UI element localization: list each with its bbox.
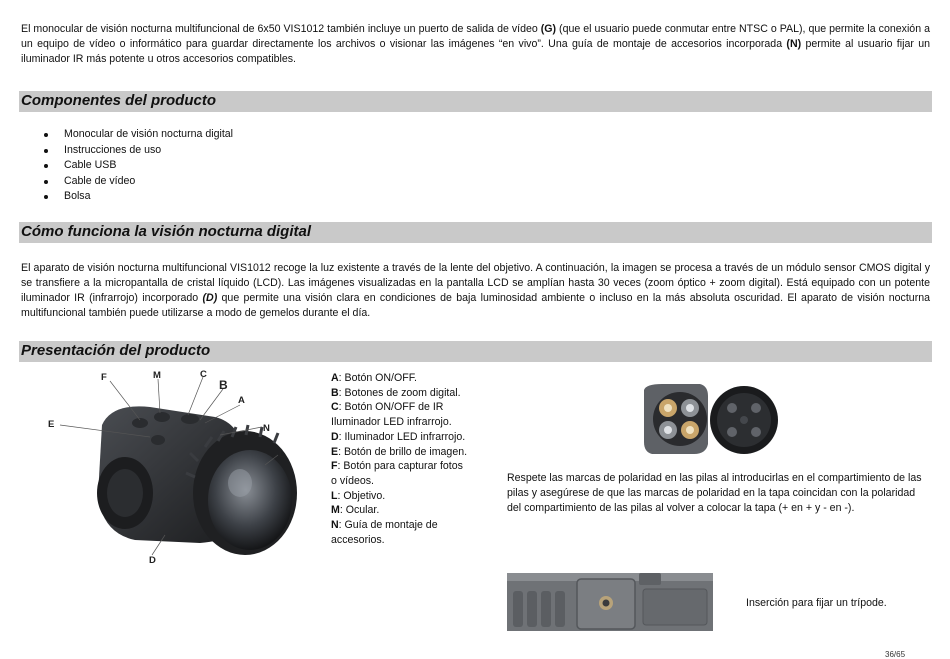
list-item: [44, 174, 233, 190]
callout-n: N: [263, 423, 270, 434]
legend-key: M: [331, 504, 340, 517]
callout-b: B: [219, 378, 228, 392]
callout-d: D: [149, 555, 156, 566]
callout-l: L: [279, 449, 285, 460]
components-heading-text: Componentes del producto: [21, 92, 216, 109]
list-item-label: Bolsa: [64, 190, 91, 202]
tripod-caption: Inserción para fijar un trípode.: [746, 597, 887, 609]
legend-key: C: [331, 401, 339, 414]
intro-text-2: (que el usuario puede conmutar entre NTSC o PAL), que permite la conexión a un equipo de vídeo o informático para guardar directamente los archivos o visionar las imágenes “en vivo”. Una guía de montaje de accesorios incorporada: [21, 23, 930, 50]
bullet-icon: [44, 133, 48, 137]
list-item-label: Cable de vídeo: [64, 174, 136, 187]
legend-text: : Objetivo.: [337, 489, 386, 502]
legend-key: F: [331, 460, 338, 473]
monocular-illustration: [40, 365, 310, 575]
presentation-heading-text: Presentación del producto: [21, 342, 211, 359]
page-number: 36/65: [885, 650, 906, 659]
intro-text-1: El monocular de visión nocturna multifuncional de 6x50 VIS1012 también incluye un puerto de salida de vídeo: [21, 23, 541, 35]
intro-ref-n: (N): [786, 38, 802, 50]
callout-f: F: [101, 372, 107, 383]
legend-text: : Botón ON/OFF de IR Iluminador LED infrarrojo.: [331, 401, 452, 429]
legend-key: E: [331, 445, 339, 458]
how-paragraph: [21, 261, 930, 321]
intro-text-3: permite al usuario fijar un iluminador IR más potente u otros accesorios compatibles.: [21, 38, 930, 65]
legend-text: : Botón ON/OFF.: [338, 372, 417, 384]
bullet-icon: [44, 180, 48, 184]
legend-text: : Botón para capturar fotos o vídeos.: [331, 460, 463, 487]
list-item: [44, 158, 233, 174]
list-item-label: Instrucciones de uso: [64, 143, 162, 156]
intro-ref-g: (G): [540, 23, 557, 35]
callout-m: M: [153, 370, 161, 381]
legend-text: : Ocular.: [339, 504, 380, 517]
callout-e: E: [48, 419, 55, 430]
how-heading: [19, 222, 932, 243]
list-item: [44, 127, 233, 143]
components-heading: [19, 91, 932, 112]
bullet-icon: [44, 164, 48, 168]
legend-key: B: [331, 386, 339, 399]
how-ref-d: (D): [202, 292, 218, 304]
callout-a: A: [238, 395, 245, 406]
legend-row: [331, 459, 471, 488]
component-legend: [331, 371, 471, 547]
list-item-label: Cable USB: [64, 159, 117, 171]
bullet-icon: [44, 195, 48, 199]
how-heading-text: Cómo funciona la visión nocturna digital: [21, 223, 312, 240]
legend-row: [331, 400, 471, 429]
legend-text: : Guía de montaje de accesorios.: [331, 519, 438, 546]
how-text-1: El aparato de visión nocturna multifuncional VIS1012 recoge la luz existente a través de la lente del objetivo. A continuación, la imagen se procesa a través de un módulo sensor CMOS digital y se transfiere a la micropantalla de cristal líquido (LCD). Las imágenes visualizadas en la pantalla LCD se amplían hasta 30 veces (zoom óptico + zoom digital). Está equipado con un potente iluminador IR (infrarrojo) incorporado: [21, 262, 930, 304]
legend-text: : Iluminador LED infrarrojo.: [338, 430, 466, 443]
legend-row: [331, 503, 471, 518]
callout-c: C: [200, 369, 207, 380]
legend-text: : Botones de zoom digital.: [338, 386, 461, 399]
legend-text: : Botón de brillo de imagen.: [338, 445, 468, 458]
legend-key: N: [331, 519, 339, 532]
legend-row: [331, 445, 471, 460]
legend-row: [331, 489, 471, 504]
legend-row: [331, 371, 471, 386]
tripod-socket-image: [507, 573, 713, 631]
legend-key: L: [331, 489, 338, 502]
legend-row: [331, 386, 471, 401]
list-item: [44, 189, 233, 205]
polarity-instructions: Respete las marcas de polaridad en las pilas al introducirlas en el compartimiento de las pilas y asegúrese de que las marcas de polaridad en la tapa coincidan con la polaridad del compartimiento de las pilas al volver a colocar la tapa (+ en + y - en -).: [507, 472, 922, 514]
presentation-heading: [19, 341, 932, 362]
legend-row: [331, 518, 471, 547]
list-item: [44, 143, 233, 159]
intro-paragraph: [21, 22, 930, 67]
legend-key: D: [331, 430, 339, 443]
components-list: [44, 127, 233, 205]
bullet-icon: [44, 149, 48, 153]
how-text-2: que permite una visión clara en condiciones de baja luminosidad ambiente o incluso en la más absoluta oscuridad. El aparato de visión nocturna multifuncional también puede utilizarse a modo de gemelos durante el día.: [21, 292, 931, 319]
battery-compartment-image: [642, 382, 782, 458]
legend-key: A: [331, 372, 339, 384]
list-item-label: Monocular de visión nocturna digital: [64, 128, 234, 140]
legend-row: [331, 430, 471, 445]
